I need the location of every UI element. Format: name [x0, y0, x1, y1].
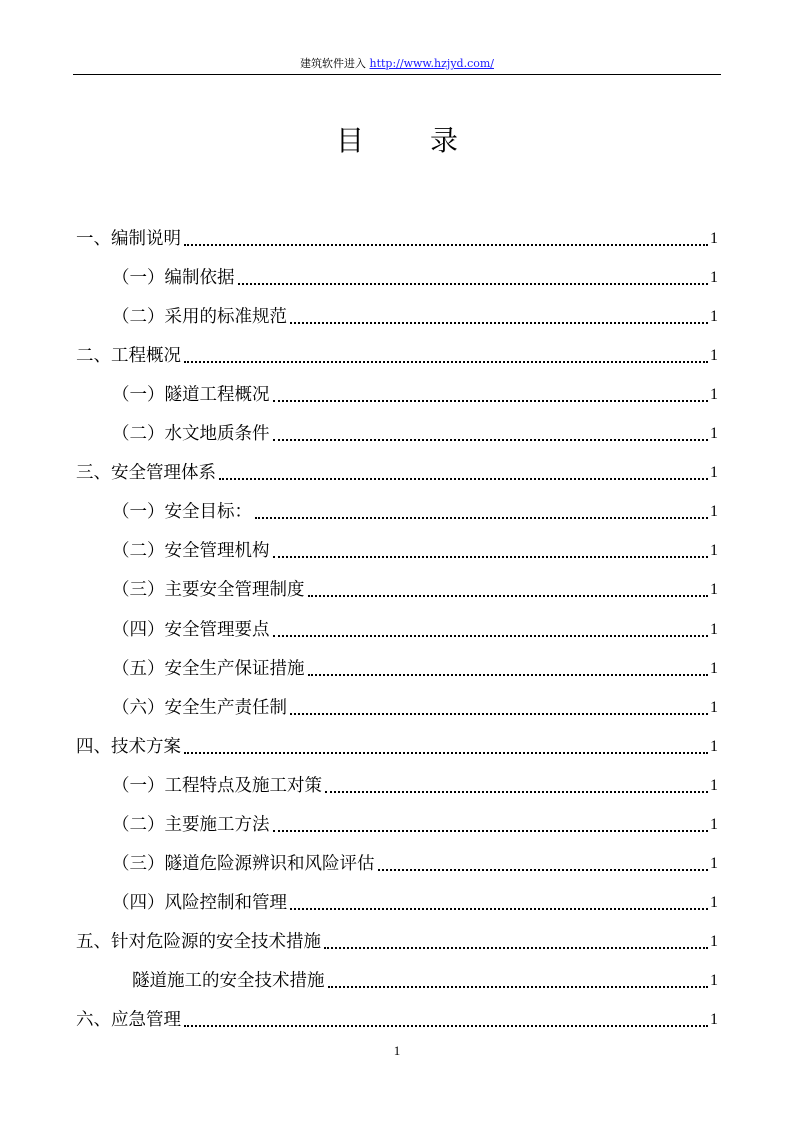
toc-entry-page: 1 — [710, 425, 718, 442]
toc-leader-dots — [273, 439, 709, 441]
toc-entry-page: 1 — [710, 894, 718, 911]
toc-entry-page: 1 — [710, 1011, 718, 1028]
toc-leader-dots — [273, 635, 709, 637]
toc-entry-label: （二）水文地质条件 — [112, 424, 270, 444]
page-title — [0, 124, 794, 158]
toc-entry[interactable] — [76, 930, 718, 954]
toc-entry-page: 1 — [710, 542, 718, 559]
toc-leader-dots — [290, 713, 708, 715]
title-char-1: 目 — [335, 124, 364, 157]
toc-entry-page: 1 — [710, 581, 718, 598]
toc-entry-label: 四、技术方案 — [76, 737, 181, 757]
toc-entry-label: （四）安全管理要点 — [112, 620, 270, 640]
toc-entry-page: 1 — [710, 230, 718, 247]
toc-entry-label: 二、工程概况 — [76, 346, 181, 366]
toc-entry-label: （一）工程特点及施工对策 — [112, 776, 322, 796]
toc-entry-page: 1 — [710, 972, 718, 989]
toc-leader-dots — [308, 674, 709, 676]
toc-entry-label: （一）安全目标： — [112, 502, 252, 522]
toc-entry[interactable] — [76, 578, 718, 602]
toc-entry-page: 1 — [710, 933, 718, 950]
toc-entry-page: 1 — [710, 855, 718, 872]
toc-leader-dots — [325, 791, 708, 793]
toc-entry-page: 1 — [710, 621, 718, 638]
toc-leader-dots — [184, 1025, 708, 1027]
toc-entry[interactable] — [76, 227, 718, 251]
toc-entry-page: 1 — [710, 503, 718, 520]
toc-leader-dots — [378, 869, 709, 871]
toc-entry[interactable] — [76, 774, 718, 798]
toc-entry[interactable] — [76, 852, 718, 876]
toc-entry[interactable] — [76, 618, 718, 642]
toc-leader-dots — [184, 244, 708, 246]
toc-entry-label: 一、编制说明 — [76, 229, 181, 249]
toc-entry[interactable] — [76, 422, 718, 446]
toc-entry-label: （三）隧道危险源辨识和风险评估 — [112, 854, 375, 874]
toc-entry[interactable] — [76, 344, 718, 368]
toc-entry-label: （一）编制依据 — [112, 268, 235, 288]
toc-entry[interactable] — [76, 500, 718, 524]
toc-entry[interactable] — [76, 266, 718, 290]
toc-entry-page: 1 — [710, 777, 718, 794]
toc-entry-label: （二）安全管理机构 — [112, 541, 270, 561]
title-char-2: 录 — [430, 124, 459, 157]
toc-entry-label: 三、安全管理体系 — [76, 463, 216, 483]
toc-entry-label: （四）风险控制和管理 — [112, 893, 287, 913]
toc-entry[interactable] — [76, 969, 718, 993]
toc-entry-page: 1 — [710, 386, 718, 403]
toc-entry[interactable] — [76, 696, 718, 720]
toc-leader-dots — [184, 361, 708, 363]
toc-entry[interactable] — [76, 891, 718, 915]
toc-entry-label: （六）安全生产责任制 — [112, 698, 287, 718]
toc-entry[interactable] — [76, 657, 718, 681]
page-number: 1 — [393, 1043, 401, 1058]
toc-entry-label: （二）主要施工方法 — [112, 815, 270, 835]
toc-leader-dots — [328, 986, 709, 988]
toc-entry-label: （五）安全生产保证措施 — [112, 659, 305, 679]
toc-entry-page: 1 — [710, 660, 718, 677]
toc-entry[interactable] — [76, 539, 718, 563]
toc-entry-page: 1 — [710, 308, 718, 325]
toc-entry[interactable] — [76, 383, 718, 407]
toc-leader-dots — [308, 595, 709, 597]
toc-entry-label: 六、应急管理 — [76, 1010, 181, 1030]
toc-leader-dots — [273, 556, 709, 558]
header-text: 建筑软件进入 — [300, 57, 366, 70]
toc-entry-page: 1 — [710, 699, 718, 716]
toc-leader-dots — [290, 322, 708, 324]
toc-leader-dots — [273, 400, 709, 402]
toc-leader-dots — [184, 752, 708, 754]
header-divider — [73, 74, 721, 75]
toc-leader-dots — [324, 947, 708, 949]
toc-entry-page: 1 — [710, 269, 718, 286]
toc-entry-label: 隧道施工的安全技术措施 — [132, 971, 325, 991]
toc-entry[interactable] — [76, 1008, 718, 1032]
toc-entry[interactable] — [76, 735, 718, 759]
toc-entry-page: 1 — [710, 738, 718, 755]
toc-entry[interactable] — [76, 461, 718, 485]
toc-entry[interactable] — [76, 305, 718, 329]
page-header — [0, 57, 794, 71]
toc-leader-dots — [290, 908, 708, 910]
toc-leader-dots — [219, 478, 708, 480]
toc-entry-label: （三）主要安全管理制度 — [112, 580, 305, 600]
toc-leader-dots — [255, 517, 708, 519]
header-link[interactable]: http://www.hzjyd.com/ — [369, 57, 494, 70]
toc-entry[interactable] — [76, 813, 718, 837]
toc-entry-label: 五、针对危险源的安全技术措施 — [76, 932, 321, 952]
toc-leader-dots — [238, 283, 709, 285]
toc-leader-dots — [273, 830, 709, 832]
toc-entry-page: 1 — [710, 347, 718, 364]
toc-entry-page: 1 — [710, 816, 718, 833]
toc-entry-label: （二）采用的标准规范 — [112, 307, 287, 327]
toc-entry-label: （一）隧道工程概况 — [112, 385, 270, 405]
toc-entry-page: 1 — [710, 464, 718, 481]
